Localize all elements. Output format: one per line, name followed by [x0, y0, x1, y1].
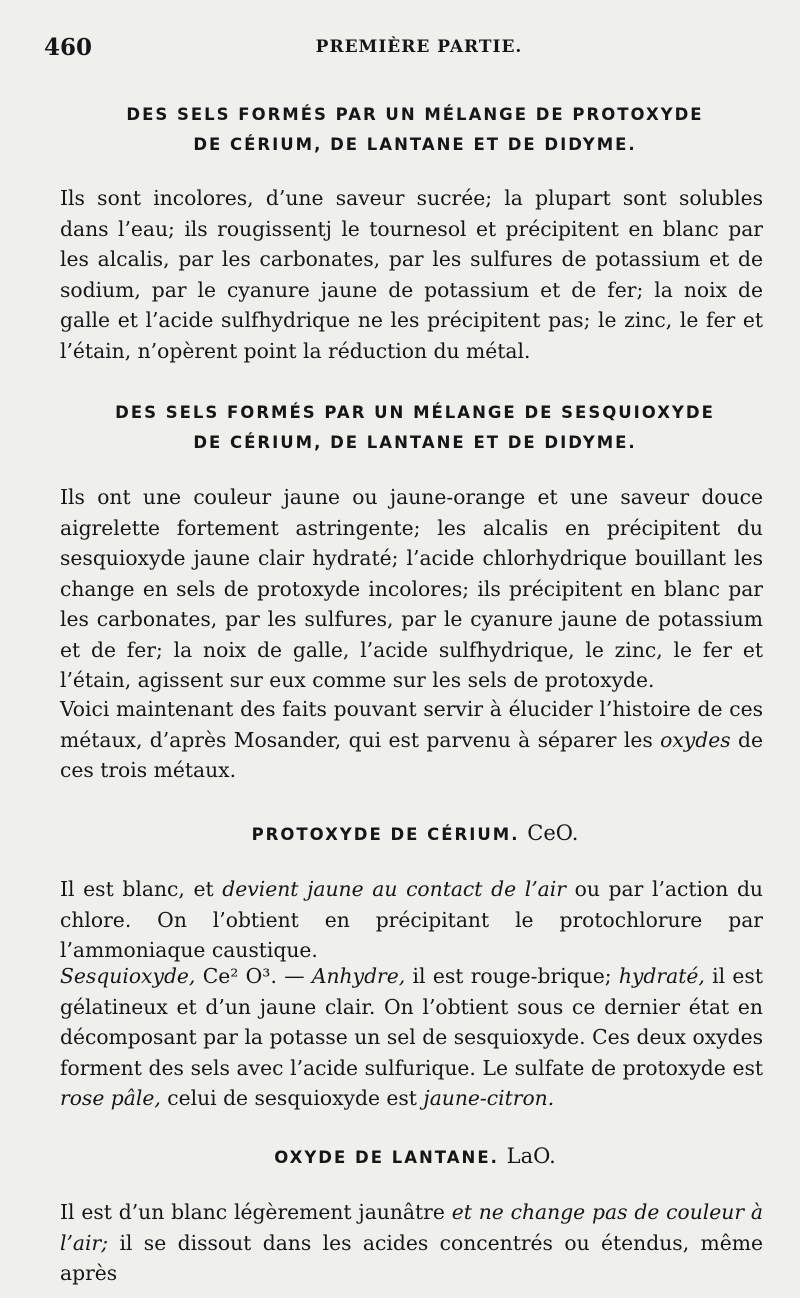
emphasis: oxydes [660, 727, 731, 752]
text-run: Il est blanc, et [60, 877, 223, 901]
page-number: 460 [44, 34, 93, 61]
text-run: ou par l’action du chlore. On l’obtient en précipitant le protochlorure par l’ammoniaque caustique. [60, 877, 763, 962]
paragraph-mosander [60, 694, 763, 786]
paragraph-cerium-sesquioxide [60, 961, 763, 1114]
section-heading-sesquioxide-mix [60, 398, 770, 458]
text-run: il se dissout dans les acides concentrés ou étendus, même après [60, 1230, 763, 1285]
heading-line: DES SELS FORMÉS PAR UN MÉLANGE DE PROTOXYDE [126, 105, 704, 124]
text-run: Voici maintenant des faits pouvant servir à élucider l’histoire de ces métaux, d’après Mosander, qui est parvenu à séparer les [60, 697, 763, 752]
text-run: de ces trois métaux. [60, 727, 763, 782]
paragraph-protoxide-salts: Ils sont incolores, d’une saveur sucrée; la plupart sont solubles dans l’eau; ils rougissentj le tournesol et précipitent en blanc par les alcalis, par les carbonates, par les sulfures de potassium et de sodium, par le cyanure jaune de potassium et de fer; la noix de galle et l’acide sulfhydrique ne les précipitent pas; le zinc, le fer et l’étain, n’opèrent point la réduction du métal. [60, 186, 763, 363]
paragraph-lanthanum-oxide [60, 1197, 763, 1289]
emphasis: et ne change pas de couleur à l’air; [60, 1200, 763, 1255]
text-run: il est gélatineux et d’un jaune clair. On l’obtient sous ce dernier état en décomposant par la potasse un sel de sesquioxyde. Ces deux oxydes forment des sels avec l’acide sulfurique. Le sulfate de protoxyde est [60, 964, 763, 1080]
emphasis: hydraté, [618, 964, 705, 988]
running-head [44, 34, 760, 64]
emphasis: Anhydre, [311, 964, 406, 988]
running-title: PREMIÈRE PARTIE. [315, 37, 523, 57]
heading-line: DE CÉRIUM, DE LANTANE ET DE DIDYME. [193, 135, 637, 154]
text-run: il est rouge-brique; [405, 964, 619, 988]
heading-text: PROTOXYDE DE CÉRIUM. [251, 825, 520, 844]
text-run: celui de sesquioxyde est [160, 1086, 424, 1110]
emphasis: devient jaune au contact de l’air [222, 877, 566, 901]
heading-line: DES SELS FORMÉS PAR UN MÉLANGE DE SESQUIOXYDE [115, 403, 715, 422]
text-run: Ce² O³. — [195, 964, 312, 988]
chemical-formula: LaO. [506, 1144, 556, 1168]
text-run: Il est d’un blanc légèrement jaunâtre [60, 1200, 452, 1224]
paragraph-sesquioxide-salts: Ils ont une couleur jaune ou jaune-orange et une saveur douce aigrelette fortement astringente; les alcalis en précipitent du sesquioxyde jaune clair hydraté; l’acide chlorhydrique bouillant les change en sels de protoxyde incolores; ils précipitent en blanc par les carbonates, par les sulfures, par le cyanure jaune de potassium et de fer; la noix de galle, l’acide sulfhydrique, le zinc, le fer et l’étain, agissent sur eux comme sur les sels de protoxyde. [60, 485, 763, 692]
section-heading-cerium-protoxide [60, 818, 770, 850]
heading-text: OXYDE DE LANTANE. [274, 1148, 499, 1167]
heading-line: DE CÉRIUM, DE LANTANE ET DE DIDYME. [193, 433, 637, 452]
paragraph-cerium-protoxide [60, 874, 763, 966]
chemical-formula: CeO. [527, 821, 579, 845]
section-heading-lanthanum-oxide [60, 1141, 770, 1173]
emphasis: Sesquioxyde, [60, 964, 196, 988]
emphasis: jaune-citron. [423, 1086, 555, 1110]
emphasis: rose pâle, [60, 1086, 161, 1110]
section-heading-protoxide-mix [60, 100, 770, 160]
